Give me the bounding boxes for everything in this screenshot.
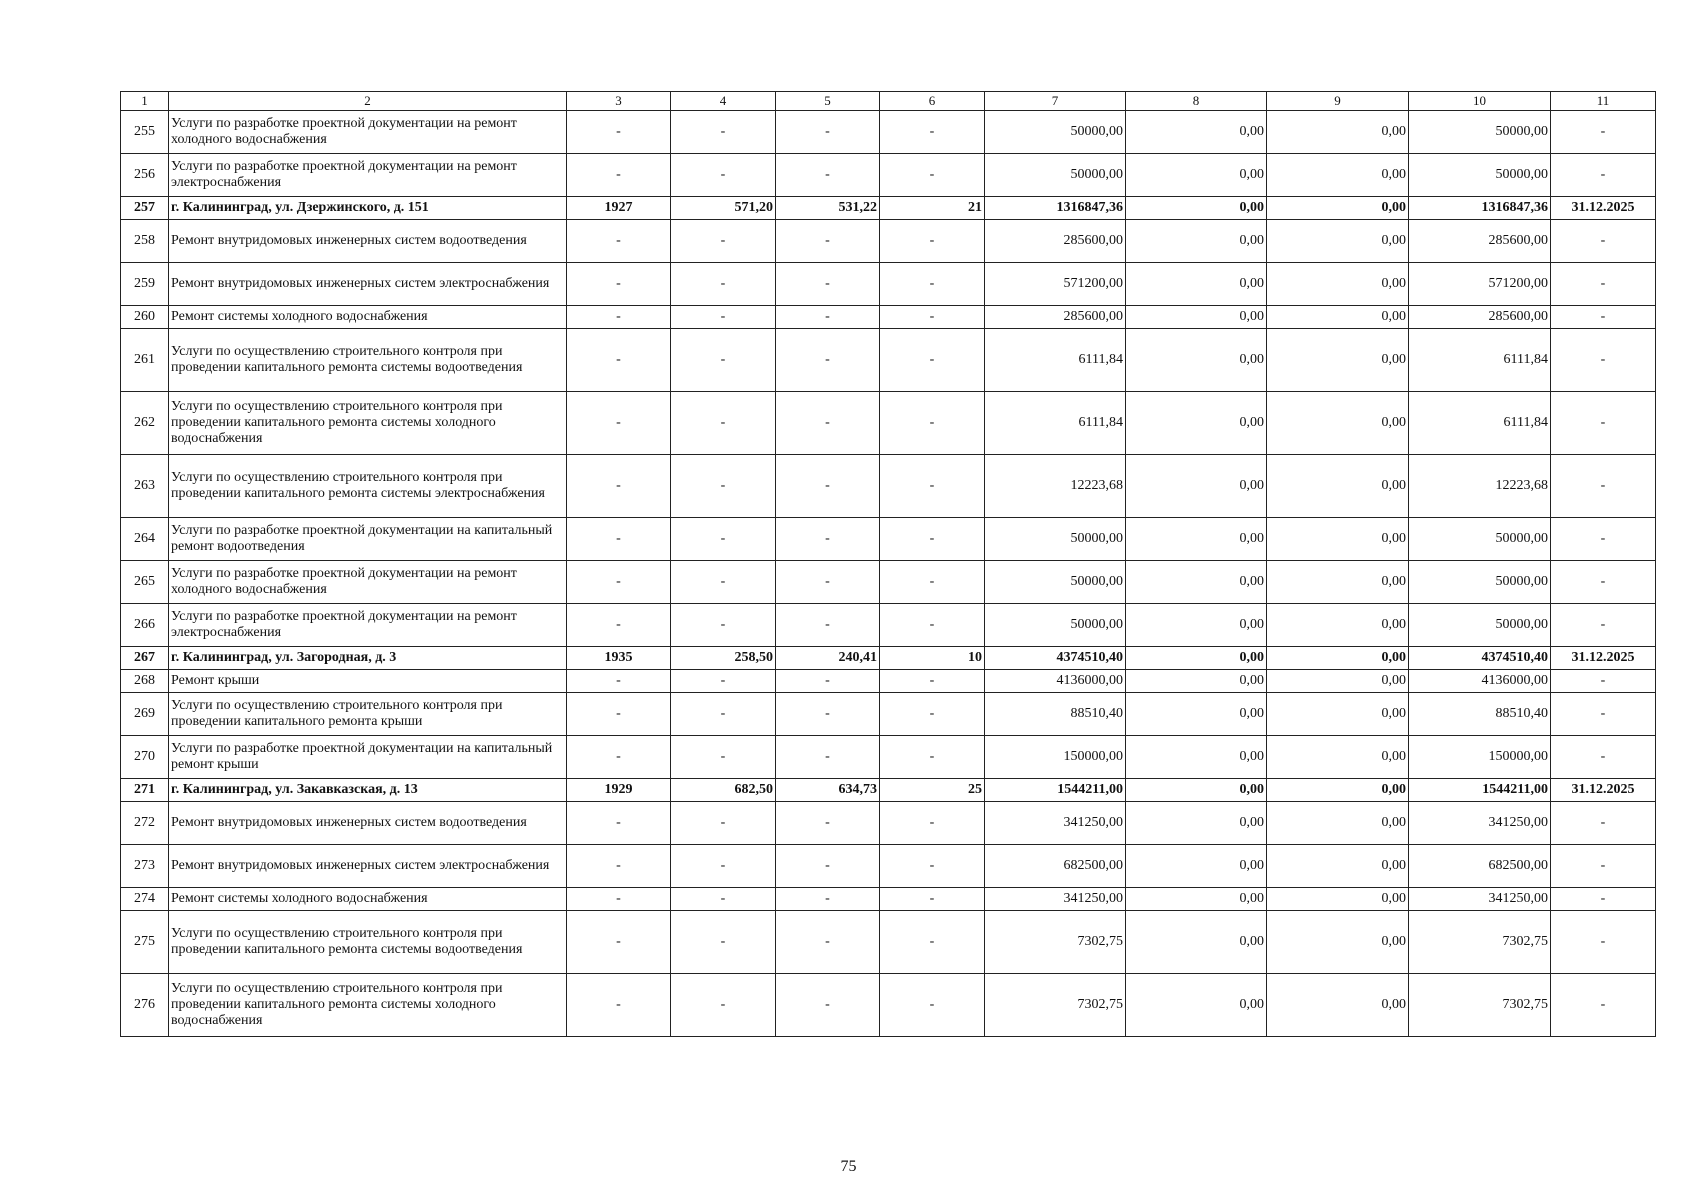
cell-col-9: 0,00 xyxy=(1267,455,1409,518)
cell-col-3: - xyxy=(567,604,671,647)
cell-row-number: 261 xyxy=(121,329,169,392)
table-row xyxy=(121,306,1656,329)
table-row xyxy=(121,974,1656,1037)
cell-col-11: - xyxy=(1551,974,1656,1037)
table-row xyxy=(121,111,1656,154)
cell-row-number: 265 xyxy=(121,561,169,604)
cell-item-name: Ремонт системы холодного водоснабжения xyxy=(169,888,567,911)
cell-col-11: 31.12.2025 xyxy=(1551,647,1656,670)
cell-col-4: - xyxy=(671,220,776,263)
cell-col-4: - xyxy=(671,306,776,329)
cell-col-5: - xyxy=(776,561,880,604)
cell-item-name: г. Калининград, ул. Загородная, д. 3 xyxy=(169,647,567,670)
cell-col-7: 682500,00 xyxy=(985,845,1126,888)
cell-col-9: 0,00 xyxy=(1267,154,1409,197)
cell-col-3: - xyxy=(567,845,671,888)
cell-col-10: 1316847,36 xyxy=(1409,197,1551,220)
cell-row-number: 259 xyxy=(121,263,169,306)
cell-item-name: Ремонт крыши xyxy=(169,670,567,693)
cell-col-4: 571,20 xyxy=(671,197,776,220)
cell-col-5: - xyxy=(776,845,880,888)
cell-row-number: 260 xyxy=(121,306,169,329)
cell-row-number: 262 xyxy=(121,392,169,455)
cell-col-11: - xyxy=(1551,845,1656,888)
header-cell: 1 xyxy=(121,92,169,111)
cell-col-3: - xyxy=(567,111,671,154)
cell-col-7: 4136000,00 xyxy=(985,670,1126,693)
cell-col-9: 0,00 xyxy=(1267,197,1409,220)
cell-item-name: Услуги по осуществлению строительного контроля при проведении капитального ремонта системы водоотведения xyxy=(169,329,567,392)
cell-col-9: 0,00 xyxy=(1267,306,1409,329)
cell-col-8: 0,00 xyxy=(1126,888,1267,911)
cell-col-7: 88510,40 xyxy=(985,693,1126,736)
page-number: 75 xyxy=(840,1158,857,1175)
cell-row-number: 275 xyxy=(121,911,169,974)
cell-row-number: 264 xyxy=(121,518,169,561)
cell-col-5: - xyxy=(776,329,880,392)
cell-col-10: 341250,00 xyxy=(1409,802,1551,845)
table-row xyxy=(121,392,1656,455)
cell-col-7: 6111,84 xyxy=(985,392,1126,455)
cell-col-11: - xyxy=(1551,111,1656,154)
cell-col-8: 0,00 xyxy=(1126,647,1267,670)
cell-col-5: - xyxy=(776,518,880,561)
cell-col-7: 7302,75 xyxy=(985,974,1126,1037)
cell-col-7: 1316847,36 xyxy=(985,197,1126,220)
cell-col-5: - xyxy=(776,911,880,974)
cell-col-3: - xyxy=(567,736,671,779)
cell-row-number: 272 xyxy=(121,802,169,845)
cell-col-11: - xyxy=(1551,736,1656,779)
cell-item-name: Услуги по осуществлению строительного контроля при проведении капитального ремонта крыши xyxy=(169,693,567,736)
cell-row-number: 268 xyxy=(121,670,169,693)
cell-col-10: 12223,68 xyxy=(1409,455,1551,518)
cell-col-11: - xyxy=(1551,693,1656,736)
cell-col-10: 682500,00 xyxy=(1409,845,1551,888)
cell-col-8: 0,00 xyxy=(1126,974,1267,1037)
data-table xyxy=(120,91,1656,1037)
cell-col-5: - xyxy=(776,802,880,845)
cell-row-number: 271 xyxy=(121,779,169,802)
cell-item-name: Услуги по разработке проектной документации на капитальный ремонт крыши xyxy=(169,736,567,779)
cell-col-10: 50000,00 xyxy=(1409,561,1551,604)
cell-col-4: - xyxy=(671,693,776,736)
cell-col-11: - xyxy=(1551,455,1656,518)
cell-row-number: 276 xyxy=(121,974,169,1037)
cell-col-7: 571200,00 xyxy=(985,263,1126,306)
table-row xyxy=(121,670,1656,693)
cell-col-6: - xyxy=(880,911,985,974)
cell-col-4: - xyxy=(671,974,776,1037)
cell-col-10: 285600,00 xyxy=(1409,220,1551,263)
cell-col-3: - xyxy=(567,911,671,974)
cell-col-9: 0,00 xyxy=(1267,911,1409,974)
table-row xyxy=(121,779,1656,802)
cell-item-name: Услуги по осуществлению строительного контроля при проведении капитального ремонта системы холодного водоснабжения xyxy=(169,392,567,455)
cell-col-11: - xyxy=(1551,329,1656,392)
cell-col-9: 0,00 xyxy=(1267,329,1409,392)
cell-col-8: 0,00 xyxy=(1126,220,1267,263)
cell-col-11: - xyxy=(1551,604,1656,647)
cell-col-8: 0,00 xyxy=(1126,518,1267,561)
cell-col-3: 1927 xyxy=(567,197,671,220)
cell-col-4: - xyxy=(671,604,776,647)
table-row xyxy=(121,329,1656,392)
cell-row-number: 263 xyxy=(121,455,169,518)
cell-col-6: 21 xyxy=(880,197,985,220)
cell-col-9: 0,00 xyxy=(1267,693,1409,736)
cell-col-5: - xyxy=(776,111,880,154)
header-row xyxy=(121,92,1656,111)
cell-col-6: - xyxy=(880,802,985,845)
cell-col-4: - xyxy=(671,911,776,974)
cell-col-3: - xyxy=(567,561,671,604)
cell-col-11: - xyxy=(1551,392,1656,455)
cell-col-3: - xyxy=(567,802,671,845)
cell-col-3: - xyxy=(567,518,671,561)
cell-col-5: - xyxy=(776,392,880,455)
header-cell: 8 xyxy=(1126,92,1267,111)
cell-col-8: 0,00 xyxy=(1126,604,1267,647)
table-row xyxy=(121,911,1656,974)
cell-col-4: - xyxy=(671,263,776,306)
cell-col-8: 0,00 xyxy=(1126,455,1267,518)
cell-item-name: Услуги по разработке проектной документации на ремонт электроснабжения xyxy=(169,154,567,197)
cell-col-7: 6111,84 xyxy=(985,329,1126,392)
cell-col-10: 150000,00 xyxy=(1409,736,1551,779)
cell-col-6: - xyxy=(880,736,985,779)
cell-col-10: 50000,00 xyxy=(1409,604,1551,647)
cell-item-name: Ремонт внутридомовых инженерных систем водоотведения xyxy=(169,220,567,263)
table-row xyxy=(121,802,1656,845)
cell-col-3: - xyxy=(567,329,671,392)
cell-item-name: Услуги по разработке проектной документации на капитальный ремонт водоотведения xyxy=(169,518,567,561)
cell-col-5: - xyxy=(776,455,880,518)
cell-col-7: 285600,00 xyxy=(985,306,1126,329)
cell-col-3: 1929 xyxy=(567,779,671,802)
cell-col-7: 12223,68 xyxy=(985,455,1126,518)
cell-item-name: Ремонт системы холодного водоснабжения xyxy=(169,306,567,329)
cell-col-6: - xyxy=(880,845,985,888)
cell-item-name: Услуги по осуществлению строительного контроля при проведении капитального ремонта системы электроснабжения xyxy=(169,455,567,518)
header-cell: 4 xyxy=(671,92,776,111)
cell-col-3: - xyxy=(567,306,671,329)
cell-col-10: 7302,75 xyxy=(1409,974,1551,1037)
header-cell: 11 xyxy=(1551,92,1656,111)
cell-col-6: - xyxy=(880,263,985,306)
header-cell: 5 xyxy=(776,92,880,111)
table-row xyxy=(121,263,1656,306)
cell-col-5: - xyxy=(776,670,880,693)
cell-col-10: 1544211,00 xyxy=(1409,779,1551,802)
cell-row-number: 274 xyxy=(121,888,169,911)
cell-col-9: 0,00 xyxy=(1267,736,1409,779)
cell-col-11: - xyxy=(1551,263,1656,306)
cell-col-4: - xyxy=(671,154,776,197)
header-cell: 7 xyxy=(985,92,1126,111)
cell-col-11: - xyxy=(1551,220,1656,263)
cell-col-8: 0,00 xyxy=(1126,845,1267,888)
cell-col-4: - xyxy=(671,518,776,561)
cell-col-5: - xyxy=(776,736,880,779)
cell-col-9: 0,00 xyxy=(1267,111,1409,154)
table-row xyxy=(121,561,1656,604)
table-row xyxy=(121,220,1656,263)
cell-item-name: Услуги по разработке проектной документации на ремонт электроснабжения xyxy=(169,604,567,647)
cell-col-8: 0,00 xyxy=(1126,693,1267,736)
cell-col-10: 50000,00 xyxy=(1409,154,1551,197)
cell-col-6: - xyxy=(880,220,985,263)
cell-col-3: - xyxy=(567,154,671,197)
cell-col-9: 0,00 xyxy=(1267,779,1409,802)
cell-col-4: - xyxy=(671,802,776,845)
cell-col-3: 1935 xyxy=(567,647,671,670)
cell-col-11: 31.12.2025 xyxy=(1551,779,1656,802)
header-cell: 10 xyxy=(1409,92,1551,111)
cell-col-6: - xyxy=(880,455,985,518)
cell-col-4: - xyxy=(671,111,776,154)
cell-col-7: 150000,00 xyxy=(985,736,1126,779)
cell-row-number: 255 xyxy=(121,111,169,154)
cell-col-10: 571200,00 xyxy=(1409,263,1551,306)
cell-col-3: - xyxy=(567,693,671,736)
cell-col-11: - xyxy=(1551,911,1656,974)
cell-row-number: 273 xyxy=(121,845,169,888)
cell-col-11: - xyxy=(1551,888,1656,911)
cell-col-4: - xyxy=(671,455,776,518)
cell-item-name: Услуги по разработке проектной документации на ремонт холодного водоснабжения xyxy=(169,561,567,604)
cell-col-3: - xyxy=(567,263,671,306)
cell-item-name: Услуги по осуществлению строительного контроля при проведении капитального ремонта системы холодного водоснабжения xyxy=(169,974,567,1037)
cell-row-number: 258 xyxy=(121,220,169,263)
cell-col-6: - xyxy=(880,974,985,1037)
cell-col-8: 0,00 xyxy=(1126,154,1267,197)
cell-item-name: Ремонт внутридомовых инженерных систем электроснабжения xyxy=(169,263,567,306)
cell-col-8: 0,00 xyxy=(1126,197,1267,220)
cell-item-name: г. Калининград, ул. Закавказская, д. 13 xyxy=(169,779,567,802)
cell-col-11: - xyxy=(1551,561,1656,604)
cell-col-9: 0,00 xyxy=(1267,220,1409,263)
cell-col-10: 50000,00 xyxy=(1409,518,1551,561)
table-row xyxy=(121,736,1656,779)
cell-col-11: - xyxy=(1551,154,1656,197)
cell-col-8: 0,00 xyxy=(1126,736,1267,779)
cell-col-8: 0,00 xyxy=(1126,802,1267,845)
cell-col-3: - xyxy=(567,670,671,693)
cell-col-6: - xyxy=(880,111,985,154)
cell-col-10: 4374510,40 xyxy=(1409,647,1551,670)
table-row xyxy=(121,197,1656,220)
cell-col-8: 0,00 xyxy=(1126,329,1267,392)
cell-col-4: - xyxy=(671,392,776,455)
cell-col-6: - xyxy=(880,604,985,647)
cell-col-5: 634,73 xyxy=(776,779,880,802)
cell-col-11: - xyxy=(1551,802,1656,845)
cell-col-4: - xyxy=(671,329,776,392)
table-row xyxy=(121,693,1656,736)
cell-col-11: - xyxy=(1551,670,1656,693)
cell-col-6: - xyxy=(880,518,985,561)
header-cell: 9 xyxy=(1267,92,1409,111)
cell-col-4: - xyxy=(671,845,776,888)
cell-col-5: - xyxy=(776,604,880,647)
cell-col-8: 0,00 xyxy=(1126,306,1267,329)
cell-col-7: 341250,00 xyxy=(985,888,1126,911)
cell-col-5: - xyxy=(776,974,880,1037)
cell-col-5: 240,41 xyxy=(776,647,880,670)
cell-col-5: - xyxy=(776,888,880,911)
cell-item-name: Услуги по разработке проектной документации на ремонт холодного водоснабжения xyxy=(169,111,567,154)
cell-col-11: - xyxy=(1551,518,1656,561)
cell-col-10: 285600,00 xyxy=(1409,306,1551,329)
cell-col-10: 6111,84 xyxy=(1409,329,1551,392)
table-row xyxy=(121,518,1656,561)
cell-col-10: 6111,84 xyxy=(1409,392,1551,455)
cell-col-4: - xyxy=(671,888,776,911)
cell-col-7: 50000,00 xyxy=(985,518,1126,561)
cell-col-8: 0,00 xyxy=(1126,392,1267,455)
table-row xyxy=(121,455,1656,518)
cell-col-3: - xyxy=(567,455,671,518)
header-cell: 6 xyxy=(880,92,985,111)
cell-col-6: - xyxy=(880,693,985,736)
cell-col-9: 0,00 xyxy=(1267,647,1409,670)
cell-item-name: Услуги по осуществлению строительного контроля при проведении капитального ремонта системы водоотведения xyxy=(169,911,567,974)
cell-col-6: - xyxy=(880,154,985,197)
cell-row-number: 269 xyxy=(121,693,169,736)
cell-col-7: 341250,00 xyxy=(985,802,1126,845)
cell-row-number: 257 xyxy=(121,197,169,220)
cell-col-6: - xyxy=(880,329,985,392)
cell-col-11: 31.12.2025 xyxy=(1551,197,1656,220)
table-row xyxy=(121,888,1656,911)
cell-item-name: Ремонт внутридомовых инженерных систем электроснабжения xyxy=(169,845,567,888)
cell-col-5: - xyxy=(776,154,880,197)
table-row xyxy=(121,647,1656,670)
cell-col-3: - xyxy=(567,888,671,911)
cell-col-9: 0,00 xyxy=(1267,604,1409,647)
cell-col-7: 7302,75 xyxy=(985,911,1126,974)
cell-col-7: 50000,00 xyxy=(985,154,1126,197)
cell-col-8: 0,00 xyxy=(1126,670,1267,693)
header-cell: 3 xyxy=(567,92,671,111)
cell-item-name: Ремонт внутридомовых инженерных систем водоотведения xyxy=(169,802,567,845)
cell-col-6: - xyxy=(880,561,985,604)
cell-col-9: 0,00 xyxy=(1267,888,1409,911)
cell-col-4: - xyxy=(671,670,776,693)
cell-col-4: - xyxy=(671,736,776,779)
cell-col-9: 0,00 xyxy=(1267,974,1409,1037)
cell-col-9: 0,00 xyxy=(1267,263,1409,306)
cell-col-7: 50000,00 xyxy=(985,111,1126,154)
cell-col-6: 10 xyxy=(880,647,985,670)
cell-col-10: 341250,00 xyxy=(1409,888,1551,911)
cell-row-number: 267 xyxy=(121,647,169,670)
cell-row-number: 270 xyxy=(121,736,169,779)
cell-col-5: - xyxy=(776,693,880,736)
cell-col-7: 1544211,00 xyxy=(985,779,1126,802)
cell-col-8: 0,00 xyxy=(1126,111,1267,154)
cell-row-number: 256 xyxy=(121,154,169,197)
cell-col-3: - xyxy=(567,392,671,455)
table-row xyxy=(121,604,1656,647)
cell-col-8: 0,00 xyxy=(1126,779,1267,802)
cell-col-7: 4374510,40 xyxy=(985,647,1126,670)
cell-item-name: г. Калининград, ул. Дзержинского, д. 151 xyxy=(169,197,567,220)
cell-col-5: - xyxy=(776,306,880,329)
cell-col-10: 4136000,00 xyxy=(1409,670,1551,693)
cell-col-6: - xyxy=(880,306,985,329)
cell-col-9: 0,00 xyxy=(1267,802,1409,845)
cell-col-4: 682,50 xyxy=(671,779,776,802)
cell-col-8: 0,00 xyxy=(1126,911,1267,974)
cell-col-4: - xyxy=(671,561,776,604)
cell-col-10: 50000,00 xyxy=(1409,111,1551,154)
cell-col-9: 0,00 xyxy=(1267,670,1409,693)
cell-col-5: - xyxy=(776,220,880,263)
header-cell: 2 xyxy=(169,92,567,111)
cell-col-3: - xyxy=(567,974,671,1037)
cell-col-5: - xyxy=(776,263,880,306)
cell-col-8: 0,00 xyxy=(1126,561,1267,604)
cell-col-4: 258,50 xyxy=(671,647,776,670)
cell-col-6: 25 xyxy=(880,779,985,802)
cell-col-8: 0,00 xyxy=(1126,263,1267,306)
cell-col-9: 0,00 xyxy=(1267,518,1409,561)
cell-col-5: 531,22 xyxy=(776,197,880,220)
cell-col-10: 88510,40 xyxy=(1409,693,1551,736)
cell-col-6: - xyxy=(880,670,985,693)
cell-col-9: 0,00 xyxy=(1267,392,1409,455)
cell-col-9: 0,00 xyxy=(1267,845,1409,888)
cell-col-7: 285600,00 xyxy=(985,220,1126,263)
cell-col-6: - xyxy=(880,888,985,911)
table-row xyxy=(121,845,1656,888)
cell-col-7: 50000,00 xyxy=(985,604,1126,647)
cell-col-11: - xyxy=(1551,306,1656,329)
table-row xyxy=(121,154,1656,197)
cell-row-number: 266 xyxy=(121,604,169,647)
cell-col-6: - xyxy=(880,392,985,455)
cell-col-9: 0,00 xyxy=(1267,561,1409,604)
cell-col-7: 50000,00 xyxy=(985,561,1126,604)
cell-col-10: 7302,75 xyxy=(1409,911,1551,974)
cell-col-3: - xyxy=(567,220,671,263)
